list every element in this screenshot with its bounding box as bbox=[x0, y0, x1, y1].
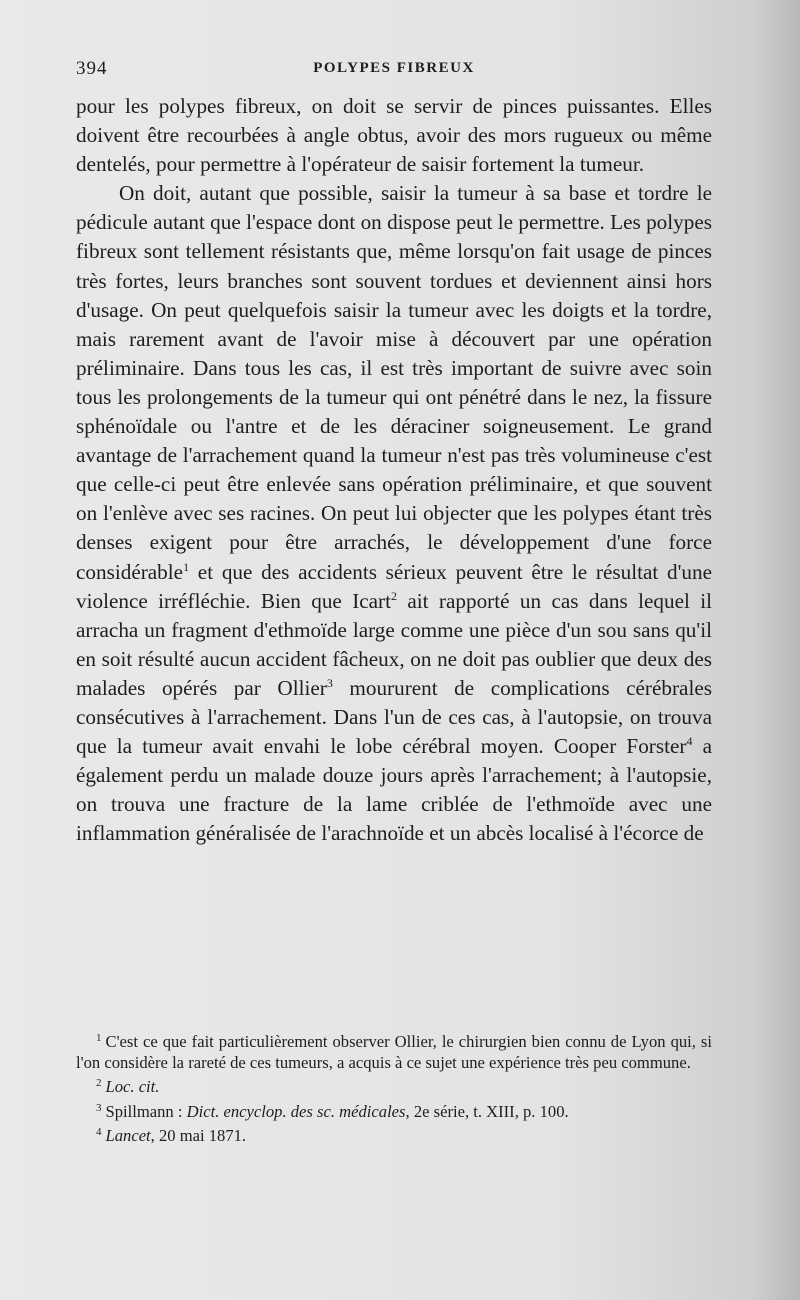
footnote-3-mark: 3 bbox=[96, 1101, 102, 1114]
paragraph-1-text: pour les polypes fibreux, on doit se servir de pinces puissantes. Elles doivent être recourbées à angle obtus, avoir des mors rugueux ou même dentelés, pour permettre à l'opérateur de saisir fortement la tumeur. bbox=[76, 94, 712, 177]
paragraph-1 bbox=[76, 92, 712, 179]
footnote-ref-3: 3 bbox=[326, 675, 333, 690]
footnotes bbox=[76, 1028, 712, 1147]
footnote-1-text: C'est ce que fait particulièrement observer Ollier, le chirurgien bien connu de Lyon qui, si l'on considère la rareté de ces tumeurs, a acquis à ce sujet une expérience très peu commune. bbox=[76, 1032, 712, 1072]
footnote-2 bbox=[76, 1073, 712, 1098]
paragraph-2-text-d: moururent de complications cérébrales consécutives à l'arrachement. Dans l'un de ces cas, à l'autopsie, on trouva que la tumeur avait envahi le lobe cérébral moyen. Cooper Forster bbox=[76, 675, 712, 759]
paragraph-2-text-e: a également perdu un malade douze jours après l'arrachement; à l'autopsie, on trouva une fracture de la lame criblée de l'ethmoïde avec une inflammation généralisée de l'arachnoïde et un abcès localisé à l'écorce de bbox=[76, 734, 712, 846]
footnote-1-mark: 1 bbox=[96, 1032, 102, 1044]
paragraph-2-text-b: et que des accidents sérieux peuvent être le résultat d'une violence irréfléchie. Bien que Icart bbox=[76, 559, 712, 613]
footnote-3-rest: , 2e série, t. XIII, p. 100. bbox=[405, 1101, 569, 1121]
footnote-ref-2: 2 bbox=[391, 588, 398, 603]
page-header bbox=[76, 58, 712, 88]
footnote-3-work: Dict. encyclop. des sc. médicales bbox=[186, 1101, 406, 1121]
footnote-4-journal: Lancet bbox=[105, 1126, 151, 1146]
body-text bbox=[76, 92, 712, 848]
footnote-2-mark: 2 bbox=[96, 1077, 102, 1090]
paragraph-2 bbox=[76, 179, 712, 848]
footnote-4-mark: 4 bbox=[96, 1126, 102, 1139]
footnote-1 bbox=[76, 1028, 712, 1073]
paragraph-2-text-a: On doit, autant que possible, saisir la tumeur à sa base et tordre le pédicule autant que l'espace dont on dispose peut le permettre. Les polypes fibreux sont tellement résistants que, même lorsqu'on fait usage de pinces très fortes, leurs branches sont souvent tordues et deviennent ainsi hors d'usage. On peut quelquefois saisir la tumeur avec les doigts et la tordre, mais rarement avant de l'avoir mise à découvert par une opération préliminaire. Dans tous les cas, il est très important de suivre avec soin tous les prolongements de la tumeur qui ont pénétré dans le nez, la fissure sphénoïdale ou l'antre et de les déraciner soigneusement. Le grand avantage de l'arrachement quand la tumeur n'est pas très volumineuse c'est que celle-ci peut être enlevée sans opération préliminaire, et que souvent on l'enlève avec ses racines. On peut lui objecter que les polypes étant très denses exigent pour être arrachés, le développement d'une force considérable bbox=[76, 181, 712, 584]
running-title: POLYPES FIBREUX bbox=[313, 60, 475, 76]
page-number: 394 bbox=[76, 58, 108, 79]
footnote-ref-4: 4 bbox=[686, 734, 693, 749]
footnote-4 bbox=[76, 1122, 712, 1147]
paragraph-2-text-c: ait rapporté un cas dans lequel il arracha un fragment d'ethmoïde large comme une pièce d'un sou sans qu'il en soit résulté aucun accident fâcheux, on ne doit pas oublier que deux des malades opérés par Ollier bbox=[76, 588, 713, 700]
footnote-2-text: Loc. cit. bbox=[105, 1077, 160, 1097]
footnote-ref-1: 1 bbox=[183, 559, 190, 574]
footnote-4-rest: , 20 mai 1871. bbox=[150, 1126, 247, 1146]
footnote-3-author: Spillmann : bbox=[105, 1101, 187, 1121]
footnote-3 bbox=[76, 1098, 712, 1123]
